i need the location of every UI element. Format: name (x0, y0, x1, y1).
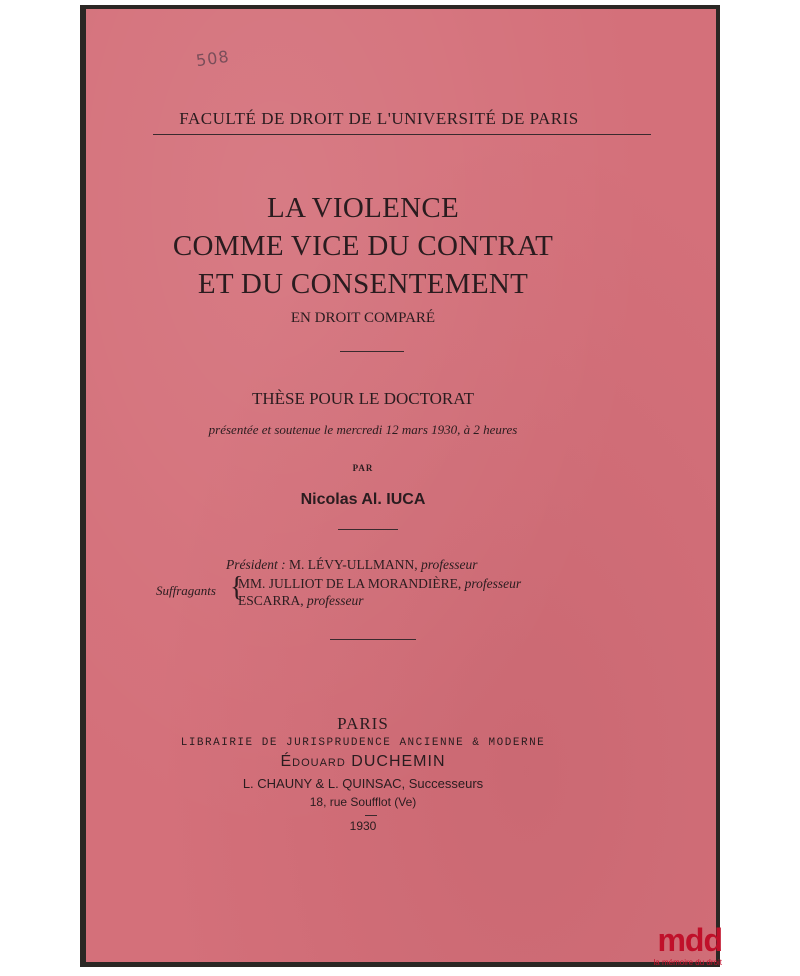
title-line-3: ET DU CONSENTEMENT (197, 268, 529, 300)
publisher-editor (48, 753, 678, 771)
member2-title: professeur (307, 593, 364, 608)
jury-member-1 (238, 576, 521, 592)
suffragants-label: Suffragants (156, 583, 216, 598)
jury-president (226, 557, 478, 573)
logo-mark: mdd (657, 922, 722, 958)
brace-glyph: { (230, 572, 244, 603)
publisher-city: PARIS (337, 714, 389, 733)
divider-2 (338, 529, 398, 530)
subtitle: EN DROIT COMPARÉ (290, 310, 436, 326)
publication-year: 1930 (349, 819, 377, 833)
editor-last: DUCHEMIN (351, 753, 446, 770)
faculty-heading: FACULTÉ DE DROIT DE L'UNIVERSITÉ DE PARIS (179, 109, 579, 128)
divider-4 (365, 815, 377, 816)
president-name: M. LÉVY-ULLMANN, (289, 557, 421, 572)
par-label: PAR (352, 463, 374, 473)
divider-1 (340, 351, 404, 352)
book-cover (86, 9, 716, 962)
faculty-rule (153, 134, 651, 135)
defense-date: présentée et soutenue le mercredi 12 mars 1930, à 2 heures (208, 422, 518, 437)
title-line-2: COMME VICE DU CONTRAT (172, 230, 554, 262)
thesis-heading: THÈSE POUR LE DOCTORAT (251, 389, 475, 408)
president-label: Président : (226, 557, 289, 572)
author-name: Nicolas Al. IUCA (300, 491, 426, 508)
logo-tagline: la mémoire du droit (653, 958, 722, 967)
member2-name: ESCARRA, (238, 593, 308, 608)
handwritten-note: 508 (194, 46, 231, 71)
title-line-1: LA VIOLENCE (266, 192, 460, 224)
president-title: professeur (421, 557, 478, 572)
member1-title: professeur (464, 576, 522, 591)
editor-first: DOUARD (292, 757, 346, 769)
mdd-logo (642, 922, 722, 974)
publisher-successeurs: L. CHAUNY & L. QUINSAC, Successeurs (242, 776, 484, 791)
jury-member-2 (238, 593, 364, 609)
member1-name: MM. JULLIOT DE LA MORANDIÈRE, (238, 576, 465, 591)
publisher-librairie: LIBRAIRIE DE JURISPRUDENCE ANCIENNE & MODERNE (180, 737, 546, 749)
divider-3 (330, 639, 416, 640)
publisher-address: 18, rue Soufflot (Ve) (309, 795, 417, 809)
editor-initial: É (280, 753, 293, 770)
